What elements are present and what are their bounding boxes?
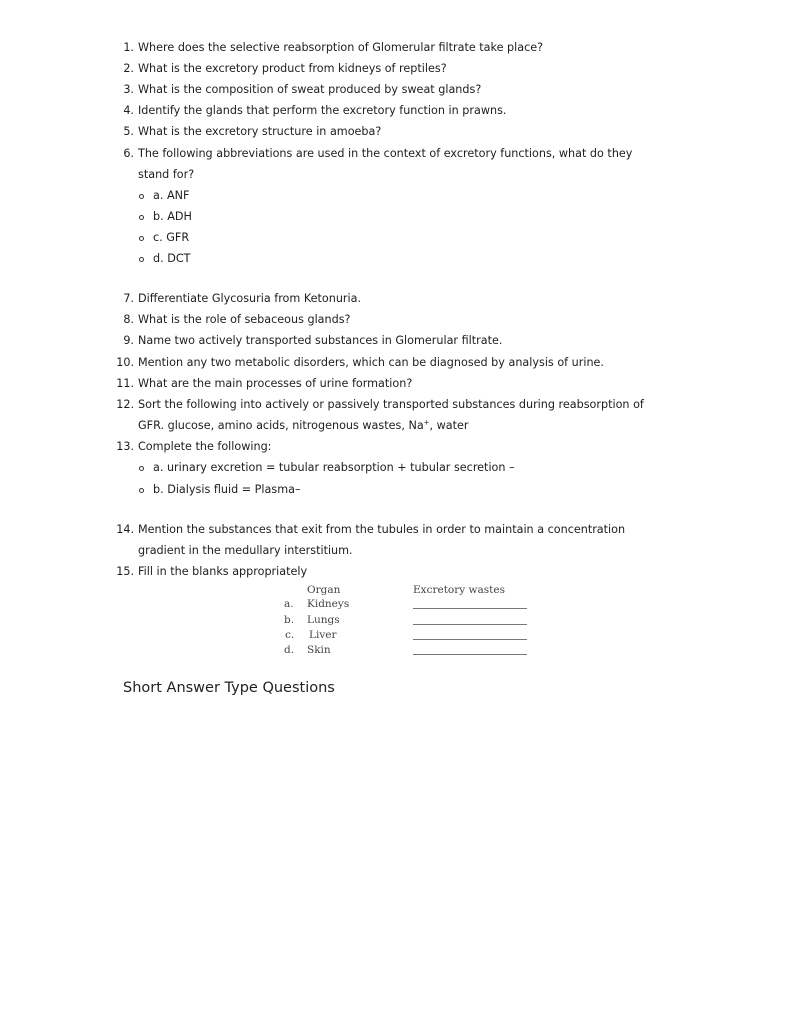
row-organ: Lungs xyxy=(307,614,340,626)
section-heading: Short Answer Type Questions xyxy=(123,680,335,696)
question-text-part: GFR. glucose, amino acids, nitrogenous wastes, Na xyxy=(138,419,424,432)
column-header-organ: Organ xyxy=(307,584,341,596)
question-text: Mention the substances that exit from the tubules in order to maintain a concentration xyxy=(138,523,626,536)
row-organ: Skin xyxy=(307,644,331,656)
answer-blank xyxy=(413,654,527,655)
question-text: What is the role of sebaceous glands? xyxy=(138,313,351,326)
question-text: What is the composition of sweat produced by sweat glands? xyxy=(138,83,482,96)
bullet-icon xyxy=(139,194,144,199)
answer-blank xyxy=(413,608,527,609)
question-text-part: , water xyxy=(429,419,469,432)
bullet-icon xyxy=(139,466,144,471)
question-number: 12. xyxy=(116,398,134,411)
column-header-wastes: Excretory wastes xyxy=(413,584,505,596)
sub-item: a. urinary excretion = tubular reabsorption + tubular secretion – xyxy=(153,461,515,474)
question-number: 8. xyxy=(123,313,134,326)
bullet-icon xyxy=(139,215,144,220)
question-number: 2. xyxy=(123,62,134,75)
question-text: Identify the glands that perform the excretory function in prawns. xyxy=(138,104,507,117)
superscript: + xyxy=(423,418,430,427)
sub-item: d. DCT xyxy=(153,252,191,265)
row-letter: c. xyxy=(285,629,295,641)
question-text: The following abbreviations are used in the context of excretory functions, what do they xyxy=(138,147,633,160)
question-number: 5. xyxy=(123,125,134,138)
row-organ: Kidneys xyxy=(307,598,350,610)
bullet-icon xyxy=(139,488,144,493)
row-organ: Liver xyxy=(309,629,337,641)
question-text: Fill in the blanks appropriately xyxy=(138,565,308,578)
question-text: Where does the selective reabsorption of Glomerular filtrate take place? xyxy=(138,41,544,54)
row-letter: a. xyxy=(284,598,294,610)
sub-item: c. GFR xyxy=(153,231,190,244)
question-text: Sort the following into actively or passively transported substances during reabsorption of xyxy=(138,398,644,411)
question-number: 3. xyxy=(123,83,134,96)
question-number: 4. xyxy=(123,104,134,117)
question-number: 11. xyxy=(116,377,134,390)
sub-item: a. ANF xyxy=(153,189,190,202)
question-number: 1. xyxy=(123,41,134,54)
question-text-continued: stand for? xyxy=(138,168,195,181)
question-text: Name two actively transported substances in Glomerular filtrate. xyxy=(138,334,503,347)
question-text-continued xyxy=(138,419,469,433)
question-number: 13. xyxy=(116,440,134,453)
question-number: 9. xyxy=(123,334,134,347)
question-text: Differentiate Glycosuria from Ketonuria. xyxy=(138,292,362,305)
question-number: 15. xyxy=(116,565,134,578)
question-text: What are the main processes of urine formation? xyxy=(138,377,413,390)
row-letter: d. xyxy=(284,644,295,656)
question-number: 10. xyxy=(116,356,134,369)
bullet-icon xyxy=(139,257,144,262)
bullet-icon xyxy=(139,236,144,241)
question-text-continued: gradient in the medullary interstitium. xyxy=(138,544,353,557)
sub-item: b. Dialysis fluid = Plasma– xyxy=(153,483,301,496)
answer-blank xyxy=(413,624,527,625)
sub-item: b. ADH xyxy=(153,210,192,223)
question-text: Mention any two metabolic disorders, which can be diagnosed by analysis of urine. xyxy=(138,356,604,369)
question-number: 6. xyxy=(123,147,134,160)
question-number: 7. xyxy=(123,292,134,305)
question-text: What is the excretory structure in amoeba? xyxy=(138,125,382,138)
question-number: 14. xyxy=(116,523,134,536)
question-text: Complete the following: xyxy=(138,440,272,453)
answer-blank xyxy=(413,639,527,640)
row-letter: b. xyxy=(284,614,295,626)
question-text: What is the excretory product from kidneys of reptiles? xyxy=(138,62,447,75)
